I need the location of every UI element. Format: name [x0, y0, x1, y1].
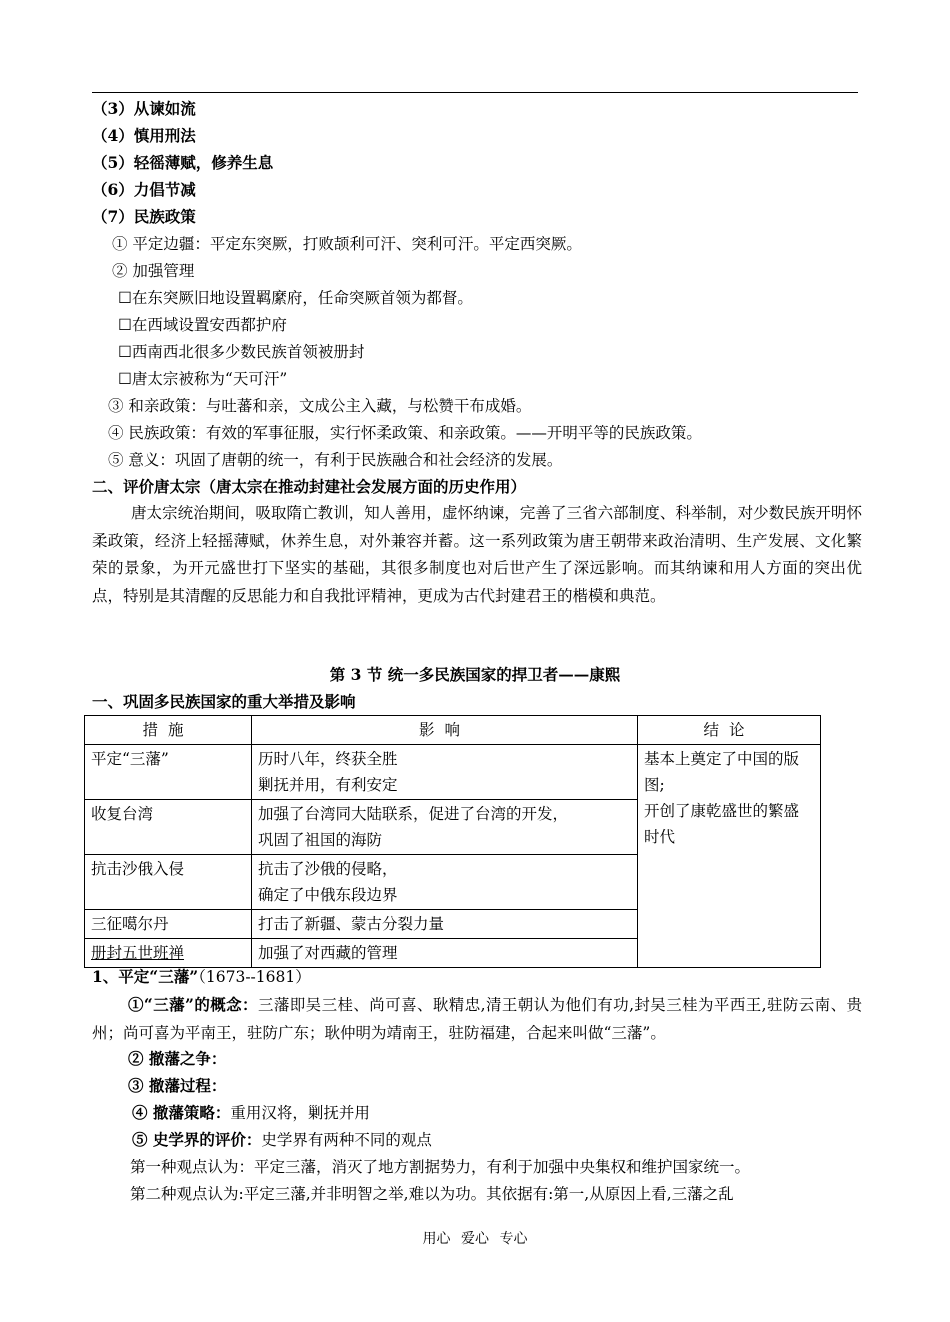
effect-line: 巩固了祖国的海防 — [258, 831, 383, 849]
effect-cell — [252, 910, 638, 939]
list-item-4: （4）慎用刑法 — [92, 126, 196, 145]
conclusion-cell — [638, 745, 821, 968]
effect-cell — [252, 855, 638, 910]
concept-text: 三藩即吴三桂、尚可喜、耿精忠,清王朝认为他们有功,封吴三桂为平西王,驻防云南、贵州；尚可喜为平南王，驻防广东；耿仲明为靖南王，驻防福建，合起来叫做“三藩”。 — [92, 996, 862, 1042]
header-rule — [92, 92, 858, 93]
table-row — [85, 745, 821, 800]
section2-paragraph: 唐太宗统治期间，吸取隋亡教训，知人善用，虚怀纳谏，完善了三省六部制度、科举制，对少数民族开明怀柔政策，经济上轻摇薄赋，休养生息，对外兼容并蓄。这一系列政策为唐王朝带来政治清明、生产发展、文化繁荣的景象，为开元盛世打下坚实的基础，其很多制度也对后世产生了深远影响。而其纳谏和用人方面的突出优点，特别是其清醒的反思能力和自我批评精神，更成为古代封建君王的楷模和典范。 — [92, 504, 862, 605]
section3-title: 第 3 节 统一多民族国家的捍卫者——康熙 — [329, 665, 621, 684]
ethnic-item-2: ② 加强管理 — [112, 262, 195, 280]
list-item-6: （6）力倡节减 — [92, 180, 196, 199]
list-item-5: （5）轻徭薄赋，修养生息 — [92, 153, 274, 172]
effect-line: 剿抚并用，有利安定 — [258, 776, 398, 794]
concept-label: ①“三藩”的概念： — [128, 995, 258, 1014]
header-effect: 影响 — [252, 716, 638, 745]
effect-cell — [252, 800, 638, 855]
measure-underlined: 册封五世班禅 — [91, 944, 185, 962]
sanfan-heading-years: （1673--1681） — [198, 968, 311, 986]
measure-cell: 三征噶尔丹 — [85, 910, 252, 939]
list-item-3: （3）从谏如流 — [92, 99, 196, 118]
effect-line: 历时八年，终获全胜 — [258, 750, 398, 768]
ethnic-item-1: ① 平定边疆：平定东突厥，打败颉利可汗、突利可汗。平定西突厥。 — [112, 235, 582, 253]
effect-line: 加强了台湾同大陆联系，促进了台湾的开发， — [258, 805, 569, 823]
ethnic-sub-3: ☐西南西北很多少数民族首领被册封 — [118, 343, 365, 361]
sanfan-dispute: ② 撤藩之争： — [128, 1049, 227, 1068]
strategy-text: 重用汉将，剿抚并用 — [230, 1104, 370, 1122]
measures-table — [84, 715, 821, 968]
measure-cell: 抗击沙俄入侵 — [85, 855, 252, 910]
table-header-row — [85, 716, 821, 745]
ethnic-sub-4: ☐唐太宗被称为“天可汗” — [118, 370, 288, 388]
effect-line: 抗击了沙俄的侵略， — [258, 860, 398, 878]
sanfan-process: ③ 撤藩过程： — [128, 1076, 227, 1095]
eval-label: ⑤ 史学界的评价： — [132, 1130, 262, 1149]
sanfan-heading — [92, 964, 311, 990]
sanfan-view-2: 第二种观点认为:平定三藩,并非明智之举,难以为功。其依据有:第一,从原因上看,三藩之乱 — [130, 1185, 734, 1203]
strategy-label: ④ 撤藩策略： — [132, 1103, 231, 1122]
effect-line: 确定了中俄东段边界 — [258, 886, 398, 904]
header-conclusion: 结论 — [638, 716, 821, 745]
sanfan-view-1: 第一种观点认为：平定三藩，消灭了地方割据势力，有利于加强中央集权和维护国家统一。 — [130, 1158, 751, 1176]
ethnic-sub-2: ☐在西域设置安西都护府 — [118, 316, 287, 334]
header-measure: 措施 — [85, 716, 252, 745]
section2-heading: 二、评价唐太宗（唐太宗在推动封建社会发展方面的历史作用） — [92, 477, 527, 496]
ethnic-item-4: ④ 民族政策：有效的军事征服，实行怀柔政策、和亲政策。——开明平等的民族政策。 — [108, 424, 702, 442]
measure-cell: 收复台湾 — [85, 800, 252, 855]
conclusion-line: 基本上奠定了中国的版图; — [644, 750, 800, 794]
sanfan-heading-label: 1、平定“三藩” — [92, 967, 199, 986]
sanfan-concept — [92, 991, 862, 1047]
ethnic-sub-1: ☐在东突厥旧地设置羁縻府，任命突厥首领为都督。 — [118, 289, 473, 307]
measure-cell: 平定“三藩” — [85, 745, 252, 800]
conclusion-line: 开创了康乾盛世的繁盛时代 — [644, 802, 800, 846]
ethnic-item-5: ⑤ 意义：巩固了唐朝的统一，有利于民族融合和社会经济的发展。 — [108, 451, 563, 469]
sanfan-strategy — [132, 1100, 370, 1126]
effect-line: 加强了对西藏的管理 — [258, 944, 398, 962]
ethnic-item-3: ③ 和亲政策：与吐蕃和亲，文成公主入藏，与松赞干布成婚。 — [108, 397, 532, 415]
eval-text: 史学界有两种不同的观点 — [261, 1131, 432, 1149]
list-item-7: （7）民族政策 — [92, 207, 196, 226]
section3-heading: 一、巩固多民族国家的重大举措及影响 — [92, 692, 356, 711]
sanfan-evaluation — [132, 1127, 432, 1153]
effect-cell — [252, 745, 638, 800]
page-footer: 用心 爱心 专心 — [422, 1231, 528, 1247]
effect-line: 打击了新疆、蒙古分裂力量 — [258, 915, 445, 933]
